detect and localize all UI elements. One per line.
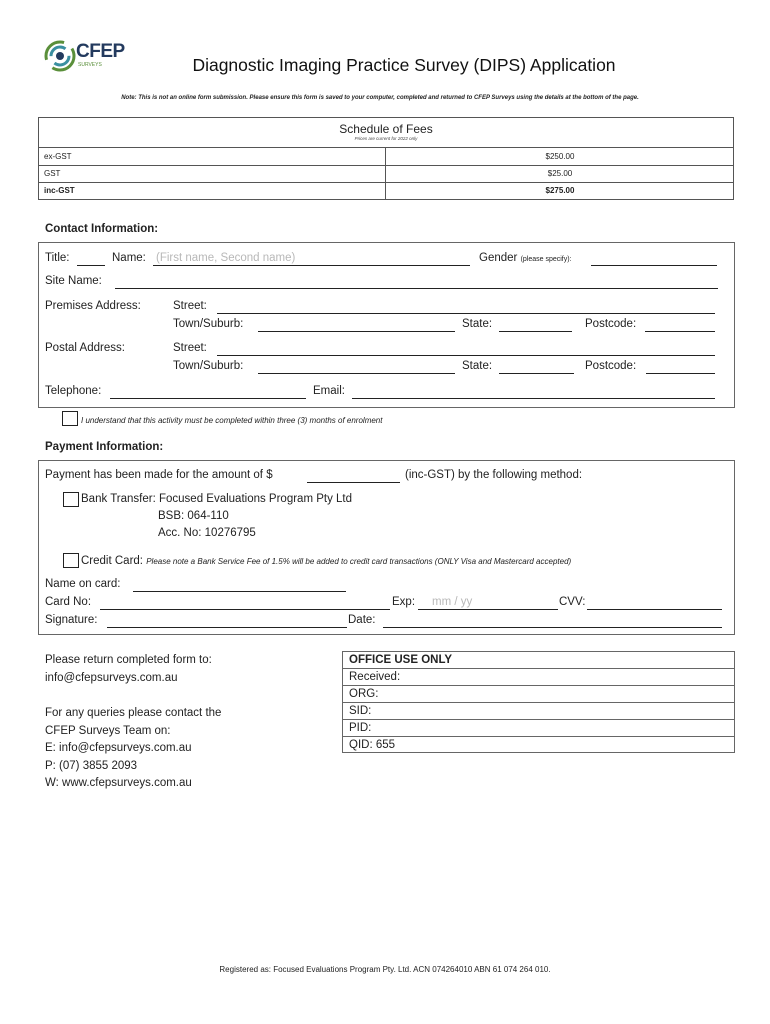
cvv-label: CVV: (559, 596, 586, 608)
bsb-text: BSB: 064-110 (158, 510, 229, 522)
premises-postcode-label: Postcode: (585, 318, 637, 330)
credit-card-label: Credit Card: (81, 555, 143, 567)
name-field[interactable] (153, 265, 470, 266)
payment-amount-field[interactable] (307, 482, 400, 483)
premises-town-label: Town/Suburb: (173, 318, 244, 330)
signature-field[interactable] (107, 627, 347, 628)
gender-label (479, 252, 572, 264)
fee-value: $25.00 (385, 165, 734, 182)
exp-label: Exp: (392, 596, 416, 608)
fees-row (39, 165, 733, 183)
contact-phone: P: (07) 3855 2093 (45, 759, 138, 772)
office-use-table (342, 651, 735, 753)
card-number-label: Card No: (45, 596, 92, 608)
postal-street-field[interactable] (217, 355, 715, 356)
contact-website: W: www.cfepsurveys.com.au (45, 777, 192, 789)
contact-email: E: info@cfepsurveys.com.au (45, 742, 192, 754)
title-field[interactable] (77, 265, 105, 266)
office-pid: PID: (342, 719, 735, 736)
date-field[interactable] (383, 627, 722, 628)
gender-field[interactable] (591, 265, 717, 266)
fee-label: ex-GST (44, 152, 72, 161)
gender-hint: (please specify): (520, 256, 572, 263)
office-qid: QID: 655 (342, 736, 735, 753)
return-line: CFEP Surveys Team on: (45, 724, 171, 737)
office-received: Received: (342, 668, 735, 685)
signature-label: Signature: (45, 614, 98, 626)
fee-label: GST (44, 169, 61, 178)
postal-town-field[interactable] (258, 373, 455, 374)
name-placeholder: (First name, Second name) (156, 252, 296, 264)
payment-intro-prefix: Payment has been made for the amount of $ (45, 469, 273, 481)
credit-card-note: Please note a Bank Service Fee of 1.5% will be added to credit card transactions (ONLY Visa and Mastercard accepted) (146, 557, 572, 566)
account-number-text: Acc. No: 10276795 (158, 527, 256, 539)
return-line: Please return completed form to: (45, 654, 212, 666)
cvv-field[interactable] (587, 609, 722, 610)
credit-card-checkbox[interactable] (63, 553, 79, 568)
logo-subtext: SURVEYS (78, 62, 102, 68)
name-on-card-label: Name on card: (45, 578, 121, 590)
fees-header (39, 118, 733, 148)
fees-row (39, 148, 733, 166)
payment-intro-suffix: (inc-GST) by the following method: (405, 469, 583, 481)
gender-label-text: Gender (479, 252, 518, 264)
card-number-field[interactable] (100, 609, 390, 610)
email-label: Email: (313, 385, 345, 397)
premises-postcode-field[interactable] (645, 331, 715, 332)
premises-state-field[interactable] (499, 331, 572, 332)
date-label: Date: (348, 614, 376, 626)
credit-card-row (81, 555, 571, 567)
office-heading: OFFICE USE ONLY (342, 651, 735, 668)
fee-value: $275.00 (385, 182, 734, 199)
office-org: ORG: (342, 685, 735, 702)
return-info (45, 652, 221, 793)
form-note: Note: This is not an online form submission. Please ensure this form is saved to your computer, completed and returned to CFEP Surveys using the details at the bottom of the page. (121, 95, 639, 101)
fees-title: Schedule of Fees (339, 122, 433, 136)
telephone-label: Telephone: (45, 385, 102, 397)
return-line: For any queries please contact the (45, 707, 222, 719)
contact-heading: Contact Information: (45, 223, 159, 235)
fees-row (39, 182, 733, 199)
site-label: Site Name: (45, 275, 102, 287)
postal-postcode-label: Postcode: (585, 360, 637, 372)
site-field[interactable] (115, 288, 718, 289)
bank-transfer-checkbox[interactable] (63, 492, 79, 507)
postal-postcode-field[interactable] (646, 373, 715, 374)
return-email: info@cfepsurveys.com.au (45, 671, 178, 684)
premises-label: Premises Address: (45, 300, 141, 312)
name-on-card-field[interactable] (133, 591, 346, 592)
payment-heading: Payment Information: (45, 441, 164, 453)
exp-field[interactable] (418, 609, 558, 610)
understand-text: I understand that this activity must be completed within three (3) months of enrolment (81, 416, 383, 425)
email-field[interactable] (352, 398, 715, 399)
name-label: Name: (112, 252, 146, 264)
fee-value: $250.00 (385, 148, 734, 165)
premises-town-field[interactable] (258, 331, 455, 332)
postal-label: Postal Address: (45, 342, 125, 354)
bank-transfer-label: Bank Transfer: Focused Evaluations Program Pty Ltd (81, 493, 353, 505)
fee-label: inc-GST (44, 186, 75, 195)
telephone-field[interactable] (110, 398, 306, 399)
postal-town-label: Town/Suburb: (173, 360, 244, 372)
logo-wordmark: CFEP (76, 41, 125, 62)
postal-street-label: Street: (173, 342, 207, 354)
office-sid: SID: (342, 702, 735, 719)
premises-street-field[interactable] (217, 313, 715, 314)
understand-checkbox[interactable] (62, 411, 78, 426)
postal-state-field[interactable] (499, 373, 574, 374)
exp-placeholder: mm / yy (432, 596, 473, 608)
premises-state-label: State: (462, 318, 493, 330)
title-label: Title: (45, 252, 70, 264)
footer-registration: Registered as: Focused Evaluations Program Pty. Ltd. ACN 074264010 ABN 61 074 264 010. (219, 965, 551, 974)
premises-street-label: Street: (173, 300, 207, 312)
fees-subtitle: Prices are current for 2022 only (354, 136, 418, 141)
page-title: Diagnostic Imaging Practice Survey (DIPS) Application (192, 55, 616, 75)
postal-state-label: State: (462, 360, 493, 372)
fees-table (38, 117, 734, 200)
